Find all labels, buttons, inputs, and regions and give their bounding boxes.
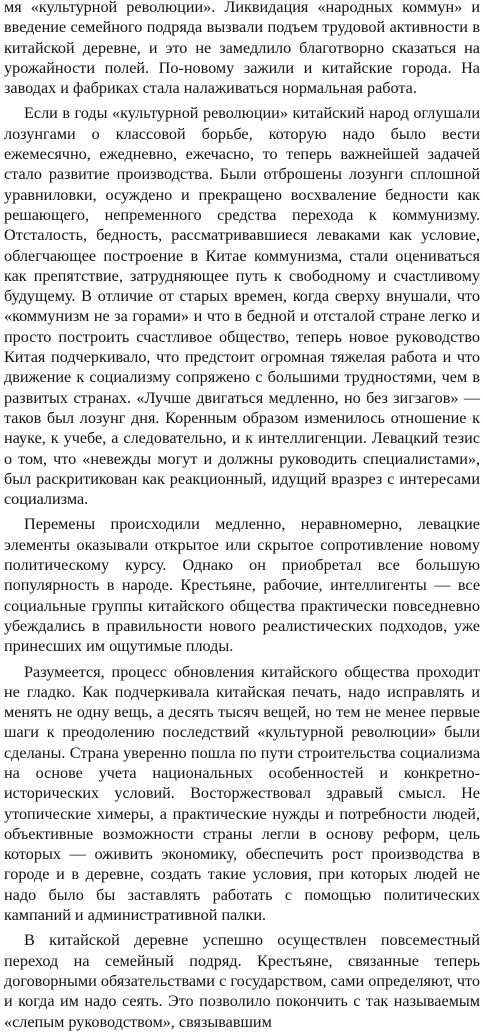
paragraph: Разумеется, процесс обновления китайского общества проходит не гладко. Как подчеркивала китайская печать, надо исправлять и менять не одну вещь, а десять тысяч вещей, но тем не менее первые шаги к преодолению последствий «культурной революции» были сделаны. Страна уверенно пошла по пути строительства социализма на основе учета национальных особенностей и конкретно-исторических условий. Восторжествовал здравый смысл. Не утопические химеры, а практические нужды и потребности людей, объективные возможности страны легли в основу реформ, цель которых — оживить экономику, обеспечить рост производства в городе и в деревне, создать такие условия, при которых людей не надо было бы заставлять работать с помощью политических кампаний и административной палки. — [4, 662, 480, 925]
paragraph: Перемены происходили медленно, неравномерно, левацкие элементы оказывали открытое или скрытое сопротивление новому политическому курсу. Однако он приобретал все большую популярность в народе. Крестьяне, рабочие, интеллигенты — все социальные группы китайского общества практически повседневно убеждались в правильности нового реалистических подходов, уже принесших им ощутимые плоды. — [4, 515, 480, 656]
document-page — [4, 0, 480, 1032]
paragraph: Если в годы «культурной революции» китайский народ оглушали лозунгами о классовой борьбе, которую надо было вести ежемесячно, ежедневно, ежечасно, то теперь важнейшей задачей стало развитие производства. Были отброшены лозунги сплошной уравниловки, осуждено и прекращено восхваление бедности как решающего, непременного средства перехода к коммунизму. Отсталость, бедность, рассматривавшиеся леваками как условие, облегчающее построение в Китае коммунизма, стали оцениваться как препятствие, затрудняющее путь к свободному и счастливому будущему. В отличие от старых времен, когда сверху внушали, что «коммунизм не за горами» и что в бедной и отсталой стране легко и просто построить счастливое общество, теперь новое руководство Китая подчеркивало, что предстоит огромная тяжелая работа и что движение к социализму сопряжено с большими трудностями, чем в развитых странах. «Лучше двигаться медленно, но без зигзагов» — таков был лозунг дня. Коренным образом изменилось отношение к науке, к учебе, а следовательно, и к интеллигенции. Левацкий тезис о том, что «невежды могут и должны руководить специалистами», был раскритикован как реакционный, идущий вразрез с интересами социализма. — [4, 104, 480, 509]
paragraph: мя «культурной революции». Ликвидация «народных коммун» и введение семейного подряда вызвали подъем трудовой активности в китайской деревне, и это не замедлило благотворно сказаться на урожайности полей. По-новому зажили и китайские города. На заводах и фабриках стала налаживаться нормальная работа. — [4, 0, 480, 98]
paragraph: В китайской деревне успешно осуществлен повсеместный переход на семейный подряд. Крестьяне, связанные теперь договорными обязательствами с государством, сами определяют, что и когда им надо сеять. Это позволило покончить с так называемым «слепым руководством», связывавшим — [4, 931, 480, 1031]
